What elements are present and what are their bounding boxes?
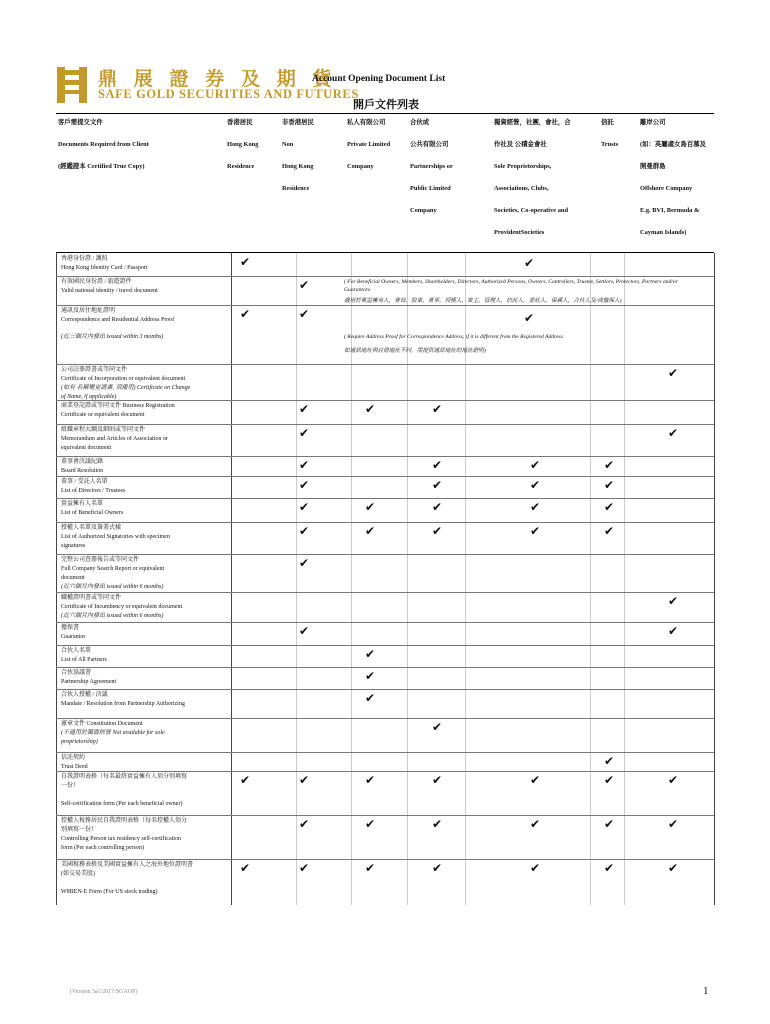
checkmark-icon: ✔ [668, 624, 679, 638]
row-label-line: Certificate or equivalent document [61, 412, 145, 418]
table-row [61, 255, 231, 273]
row-label-line: document [61, 575, 85, 581]
header-cell: Partnerships or [410, 163, 453, 170]
row-label-line [61, 879, 231, 888]
row-divider [56, 815, 714, 816]
checkmark-icon: ✔ [299, 624, 310, 638]
header-cell: Trusts [601, 141, 619, 148]
table-row [61, 691, 231, 709]
row-label-line: 合伙人授權 / 決議 [61, 692, 108, 698]
table-row [61, 861, 231, 897]
row-divider [56, 592, 714, 593]
checkmark-icon: ✔ [299, 307, 310, 321]
row-label-line: Certificate of Incumbency or equivalent document [61, 604, 183, 610]
checkmark-icon: ✔ [365, 500, 376, 514]
column-divider [296, 253, 297, 905]
checkmark-icon: ✔ [524, 311, 535, 325]
header-cell: Documents Required from Client [58, 141, 149, 148]
company-name-english: SAFE GOLD SECURITIES AND FUTURES [98, 87, 359, 101]
checkmark-icon: ✔ [432, 720, 443, 734]
row-divider [56, 276, 714, 277]
row-label-line: 香港身份證 / 護照 [61, 256, 108, 262]
checkmark-icon: ✔ [432, 402, 443, 416]
row-divider [56, 554, 714, 555]
page-number: 1 [703, 985, 709, 997]
row-label-line: (近六個月內發出 issued within 6 months) [61, 584, 164, 590]
row-label-line: (近六個月內發出 issued within 6 months) [61, 613, 164, 619]
checkmark-icon: ✔ [530, 817, 541, 831]
row-label-line: proprietorship) [61, 739, 98, 745]
table-row [61, 524, 231, 551]
row-divider [56, 364, 714, 365]
header-cell: Societies, Co-operative and [494, 207, 569, 214]
table-row [61, 773, 231, 809]
row-label-line: Board Resolution [61, 468, 104, 474]
table-row [61, 754, 231, 772]
table-border [714, 253, 715, 905]
table-row [61, 647, 231, 665]
row-label-line: 合伙協議書 [61, 670, 92, 676]
row-label-line: of Name, if applicable) [61, 394, 117, 400]
checkmark-icon: ✔ [432, 861, 443, 875]
header-cell: Associations, Clubs, [494, 185, 549, 192]
header-cell: 作社及 公積金會社 [494, 141, 547, 148]
row-label-line: (近三個月內發出 issued within 3 months) [61, 334, 164, 340]
checkmark-icon: ✔ [604, 500, 615, 514]
row-label-line: Guarantor [61, 634, 86, 640]
table-row [61, 366, 231, 402]
row-divider [56, 752, 714, 753]
row-divider [56, 718, 714, 719]
row-label-line: 完整公司查冊報告或等同文件 [61, 557, 140, 563]
checkmark-icon: ✔ [365, 524, 376, 538]
row-divider [56, 667, 714, 668]
row-label-line: (如有 名稱變更證書, 須備用) Certificate on Change [61, 385, 191, 391]
header-cell: 開曼群島 [640, 163, 666, 170]
beneficial-owner-note-cn: 適用於實益擁有人，會員，股東，董事，授權人，東主，管理人，信託人，委託人，保護人，合伙人及/或擔保人) [344, 298, 622, 304]
checkmark-icon: ✔ [365, 402, 376, 416]
checkmark-icon: ✔ [668, 817, 679, 831]
row-label-line: form (Per each controlling person) [61, 845, 144, 851]
row-divider [56, 522, 714, 523]
checkmark-icon: ✔ [240, 307, 251, 321]
row-divider [56, 424, 714, 425]
checkmark-icon: ✔ [604, 524, 615, 538]
checkmark-icon: ✔ [240, 861, 251, 875]
checkmark-icon: ✔ [365, 691, 376, 705]
checkmark-icon: ✔ [530, 861, 541, 875]
row-divider [56, 645, 714, 646]
row-divider [56, 689, 714, 690]
table-row [61, 333, 231, 342]
row-label-line: Correspondence and Residential Address Proof [61, 317, 175, 323]
header-cell: Hong Kong [227, 141, 259, 148]
header-cell: Cayman Islands) [640, 229, 687, 236]
header-cell: 非香港居民 [282, 119, 314, 126]
header-top-rule [56, 113, 714, 114]
row-divider [56, 859, 714, 860]
header-cell: 信託 [601, 119, 614, 126]
header-cell: (經鑑證本 Certified True Copy) [58, 163, 145, 170]
row-label-line: 控權人稅務居民自我證明表格（每名控權人須分 [61, 818, 188, 824]
version-label: (Version 3a1/2017/SGAOP) [70, 989, 138, 995]
header-cell: Non [282, 141, 294, 148]
row-label-line: 職權證明書或等同文件 [61, 595, 122, 601]
document-title-chinese: 開戶文件列表 [353, 99, 419, 111]
checkmark-icon: ✔ [604, 478, 615, 492]
row-divider [56, 305, 714, 306]
table-border [56, 253, 57, 905]
row-label-line: (如交易美股) [61, 871, 95, 877]
row-label-line: 合伙人名單 [61, 648, 92, 654]
checkmark-icon: ✔ [530, 478, 541, 492]
table-border [231, 253, 232, 905]
table-row [61, 307, 231, 325]
header-cell: 客戶需提交文件 [58, 119, 103, 126]
table-row [61, 402, 231, 420]
row-divider [56, 498, 714, 499]
checkmark-icon: ✔ [530, 524, 541, 538]
row-label-line: List of Beneficial Owners [61, 510, 124, 516]
row-label-line: Memorandum and Articles of Association or [61, 436, 168, 442]
row-label-line [61, 791, 231, 800]
checkmark-icon: ✔ [604, 817, 615, 831]
header-cell: Company [347, 163, 374, 170]
header-bottom-rule [56, 252, 714, 253]
row-label-line: 授權人名單及簽署式樣 [61, 525, 122, 531]
header-cell: E.g. BVI, Bermuda & [640, 207, 700, 214]
row-label-line: equivalent document [61, 445, 112, 451]
row-label-line: Trust Deed [61, 764, 88, 770]
row-label-line: 有效國民身份證 / 旅遊證件 [61, 279, 132, 285]
row-label-line: signatures [61, 543, 86, 549]
header-cell: 私人有限公司 [347, 119, 386, 126]
row-label-line: List of Directors / Trustees [61, 488, 126, 494]
row-divider [56, 771, 714, 772]
row-label-line: 董事 / 受託人名單 [61, 479, 108, 485]
table-row [61, 669, 231, 687]
checkmark-icon: ✔ [365, 773, 376, 787]
address-proof-note-en: ( Require Address Proof for Correspondence Address, if it is different from the Registered Address [344, 334, 563, 340]
checkmark-icon: ✔ [432, 817, 443, 831]
header-cell: Sole Proprietorships, [494, 163, 552, 170]
checkmark-icon: ✔ [432, 524, 443, 538]
row-label-line: Hong Kong Identity Card / Passport [61, 265, 148, 271]
header-cell: Public Limited [410, 185, 451, 192]
checkmark-icon: ✔ [240, 773, 251, 787]
checkmark-icon: ✔ [299, 500, 310, 514]
row-label-line: W8BEN-E Form (For US stock trading) [61, 889, 158, 895]
checkmark-icon: ✔ [530, 458, 541, 472]
checkmark-icon: ✔ [524, 256, 535, 270]
row-label-line: 擔保書 [61, 625, 80, 631]
row-label-line: Self-certification form (Per each beneficial owner) [61, 801, 183, 807]
checkmark-icon: ✔ [299, 556, 310, 570]
table-row [61, 624, 231, 642]
header-cell: 合伙或 [410, 119, 430, 126]
checkmark-icon: ✔ [365, 861, 376, 875]
checkmark-icon: ✔ [299, 402, 310, 416]
table-row [61, 478, 231, 496]
checkmark-icon: ✔ [530, 500, 541, 514]
company-name-chinese: 鼎 展 證 券 及 期 貨 [98, 69, 338, 90]
checkmark-icon: ✔ [432, 458, 443, 472]
checkmark-icon: ✔ [432, 478, 443, 492]
header-cell: 離岸公司 [640, 119, 666, 126]
checkmark-icon: ✔ [668, 594, 679, 608]
checkmark-icon: ✔ [299, 861, 310, 875]
checkmark-icon: ✔ [299, 278, 310, 292]
beneficial-owner-note-en: ( For Beneficial Owners, Members, Shareholders, Directors, Authorized Persons, Owners, Controllers, Trustee, Settlors, Protectors, Partners and/or Guarantors [344, 279, 678, 293]
document-title-english: Account Opening Document List [312, 74, 446, 84]
checkmark-icon: ✔ [668, 773, 679, 787]
row-label-line: 公司註冊證書或等同文件 [61, 367, 128, 373]
checkmark-icon: ✔ [604, 861, 615, 875]
row-label-line: List of All Partners [61, 657, 107, 663]
row-label-line: (不適用於獨資經營 Not available for sole [61, 730, 165, 736]
row-divider [56, 622, 714, 623]
header-cell: Hong Kong [282, 163, 314, 170]
checkmark-icon: ✔ [299, 426, 310, 440]
checkmark-icon: ✔ [299, 478, 310, 492]
row-label-line: 商業登記證或等同文件 Business Registration [61, 403, 175, 409]
row-label-line: Controlling Person tax residency self-certification [61, 836, 181, 842]
checkmark-icon: ✔ [668, 426, 679, 440]
checkmark-icon: ✔ [365, 647, 376, 661]
row-label-line: 通訊及居住地址證明 [61, 308, 116, 314]
header-cell: Company [410, 207, 437, 214]
checkmark-icon: ✔ [299, 524, 310, 538]
header-cell: 獨資經營，社團，會社，合 [494, 119, 571, 126]
row-label-line: Full Company Search Report or equivalent [61, 566, 165, 572]
table-row [61, 594, 231, 621]
checkmark-icon: ✔ [299, 773, 310, 787]
row-label-line: 美國稅務表格及美國實益擁有人之海外地位證明書 [61, 862, 194, 868]
header-cell: (如：英屬處女島百慕及 [640, 141, 707, 148]
header-cell: ProvidentSocieties [494, 229, 545, 236]
checkmark-icon: ✔ [668, 366, 679, 380]
header-cell: 公共有限公司 [410, 141, 449, 148]
row-label-line: 董事會決議紀錄 [61, 459, 104, 465]
checkmark-icon: ✔ [604, 754, 615, 768]
table-row [61, 458, 231, 476]
checkmark-icon: ✔ [240, 255, 251, 269]
checkmark-icon: ✔ [530, 773, 541, 787]
row-label-line: Certificate of Incorporation or equivalent document [61, 376, 186, 382]
table-row [61, 426, 231, 453]
checkmark-icon: ✔ [604, 458, 615, 472]
row-label-line: Partnership Agreement [61, 679, 117, 685]
header-cell: Offshore Company [640, 185, 693, 192]
table-row [61, 817, 231, 853]
row-divider [56, 476, 714, 477]
row-label-line: 憲章文件 Constitution Document [61, 721, 143, 727]
checkmark-icon: ✔ [365, 817, 376, 831]
checkmark-icon: ✔ [299, 817, 310, 831]
table-row [61, 500, 231, 518]
row-label-line: 別填寫一份） [61, 827, 98, 833]
row-label-line: Mandate / Resolution from Partnership Authorizing [61, 701, 185, 707]
table-row [61, 556, 231, 592]
checkmark-icon: ✔ [432, 773, 443, 787]
beneficial-owner-note [344, 278, 704, 305]
row-label-line: 自我證明表格（每名最終實益擁有人須分別填寫 [61, 774, 188, 780]
row-label-line: 一份） [61, 783, 80, 789]
table-row [61, 720, 231, 747]
header-cell: Private Limited [347, 141, 391, 148]
checkmark-icon: ✔ [365, 669, 376, 683]
row-divider [56, 400, 714, 401]
address-proof-note [344, 333, 704, 355]
address-proof-note-cn: 如通訊地址與註冊地址不同，需提供通訊地址的地址證明) [344, 348, 486, 354]
header-cell: 香港居民 [227, 119, 253, 126]
row-label-line: 信託契約 [61, 755, 86, 761]
row-label-line: List of Authorized Signatories with specimen [61, 534, 170, 540]
company-logo-icon [56, 66, 88, 104]
header-cell: Residence [227, 163, 255, 170]
table-row [61, 278, 231, 296]
header-cell: Residence [282, 185, 310, 192]
row-label-line: 實益擁有人名單 [61, 501, 104, 507]
checkmark-icon: ✔ [299, 458, 310, 472]
checkmark-icon: ✔ [604, 773, 615, 787]
checkmark-icon: ✔ [432, 500, 443, 514]
row-label-line: 組織章程大綱及細則或等同文件 [61, 427, 146, 433]
row-label-line: Valid national identity / travel document [61, 288, 158, 294]
row-divider [56, 456, 714, 457]
checkmark-icon: ✔ [668, 861, 679, 875]
